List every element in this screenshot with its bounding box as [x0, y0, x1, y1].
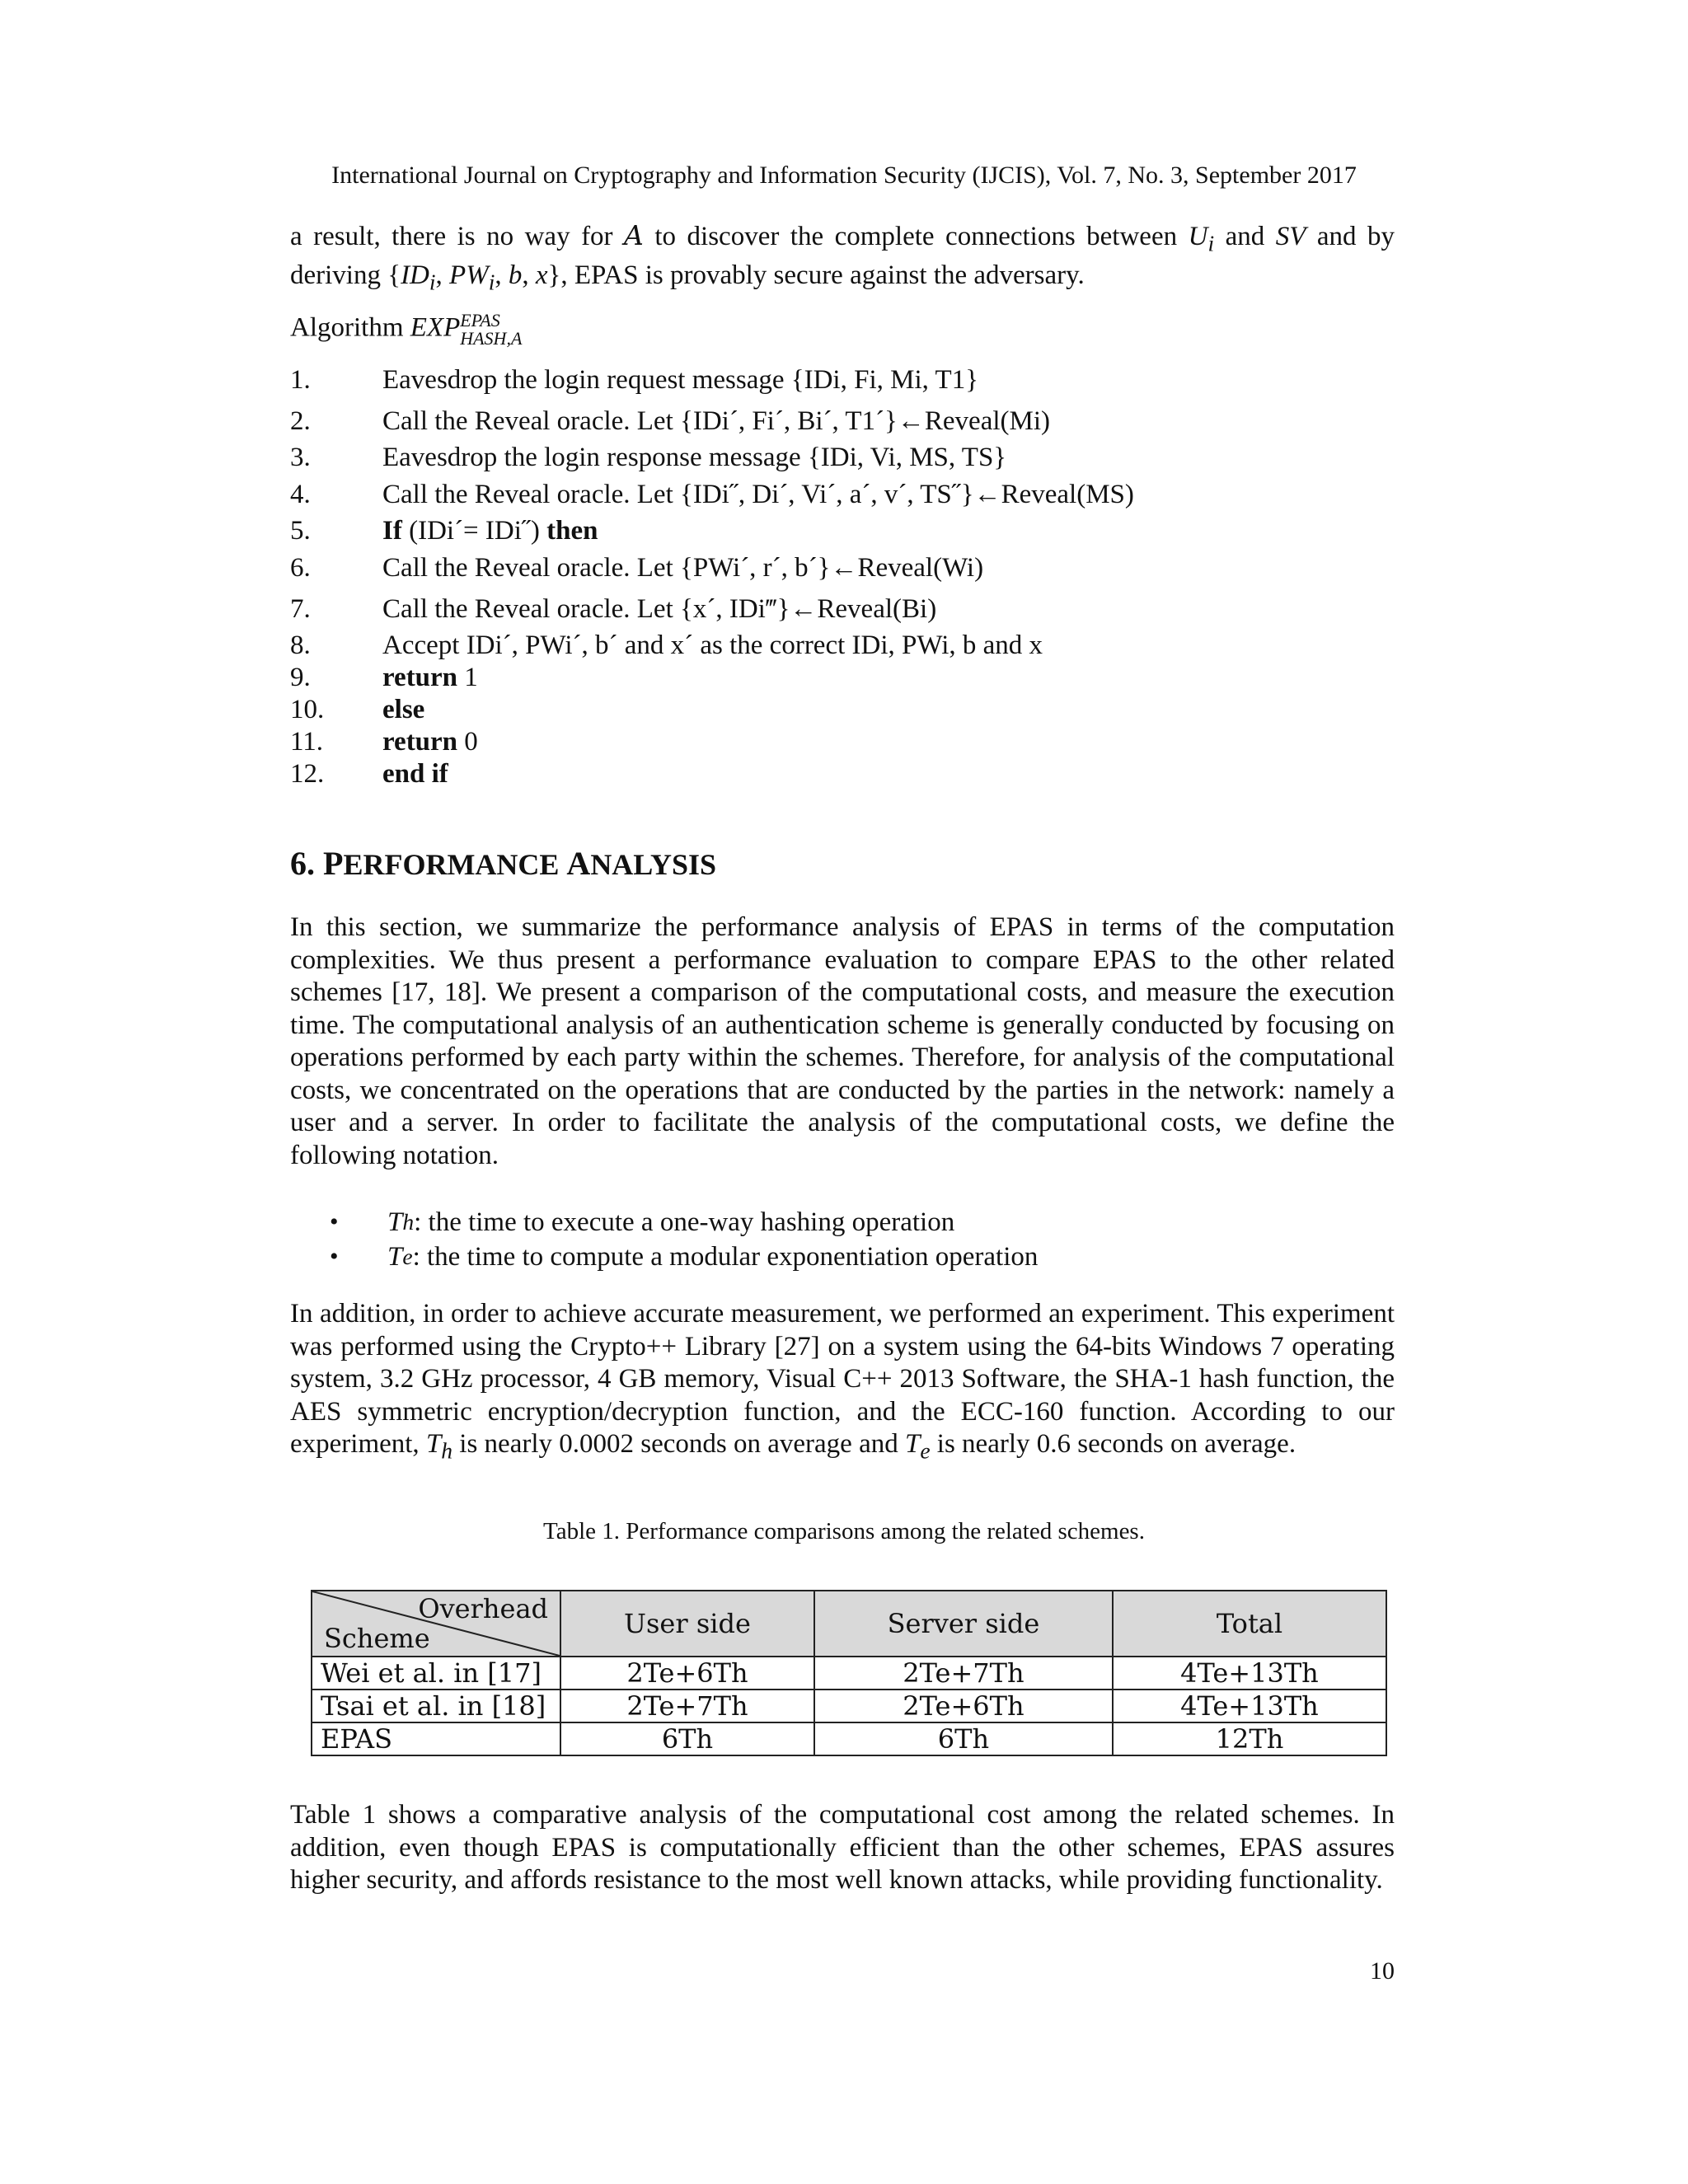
section-heading	[290, 844, 716, 883]
notation-subscript: h	[402, 1209, 415, 1235]
intro-text-1: a result, there is no way for	[290, 222, 625, 251]
step-text: Accept IDi´, PWi´, b´ and x´ as the correct IDi, PWi, b and x	[382, 630, 1043, 660]
intro-paragraph	[290, 219, 1395, 298]
notation-symbol: T	[387, 1207, 403, 1237]
keyword-end-if: end if	[382, 759, 448, 789]
keyword-if: If	[382, 516, 402, 546]
corner-overhead-label: Overhead	[418, 1593, 548, 1624]
step-text	[382, 727, 1395, 757]
header-user-side: User side	[560, 1591, 814, 1657]
performance-paragraph: In this section, we summarize the performance analysis of EPAS in terms of the computation complexities. We thus present a performance evaluation to compare EPAS to the other related schemes [17, 18]. We present a comparison of the computational costs, and measure the execution time. The computational analysis of an authentication scheme is generally conducted by focusing on operations performed by each party within the schemes. Therefore, for analysis of the computational costs, we concentrated on the operations that are conducted by the parties in the network: namely a user and a server. In order to facilitate the analysis of the computational costs, we define the following notation.	[290, 912, 1395, 1170]
algorithm-title	[290, 312, 522, 348]
section-word1-initial: P	[323, 845, 344, 882]
section-number: 6.	[290, 845, 323, 882]
header-server-side: Server side	[814, 1591, 1113, 1657]
algorithm-exp: EXP	[410, 312, 461, 343]
keyword-return: return	[382, 727, 458, 757]
notation-item	[330, 1205, 1038, 1240]
step-number: 4.	[290, 479, 311, 509]
comma-1: ,	[435, 260, 450, 291]
algorithm-step	[290, 630, 1395, 662]
table-corner-cell	[312, 1591, 560, 1657]
step-number: 2.	[290, 405, 311, 436]
algorithm-step	[290, 401, 1395, 442]
id-symbol: ID	[401, 260, 429, 291]
step-number: 1.	[290, 364, 311, 395]
te-subscript: e	[920, 1437, 931, 1464]
id-subscript: i	[429, 269, 436, 295]
experiment-text-1: In addition, in order to achieve accurate measurement, we performed an experiment. This experiment was performed using the Crypto++ Library [27] on a system using the 64-bits Windows 7 operating system, 3.2 GHz processor, 4 GB memory, Visual C++ 2013 Software, the SHA-1 hash function, the AES symmetric encryption/decryption function, and the ECC-160 function. According to our experiment,	[290, 1299, 1395, 1459]
comma-2: ,	[495, 260, 509, 291]
performance-table	[311, 1590, 1387, 1756]
section-word2-initial: A	[566, 845, 591, 882]
intro-text-2: to discover the complete connections between	[643, 222, 1189, 251]
ui-subscript: i	[1207, 230, 1215, 256]
step-text: Eavesdrop the login request message {IDi, Fi, Mi, T1}	[382, 364, 979, 395]
te-symbol: T	[904, 1429, 921, 1459]
notation-item	[330, 1240, 1038, 1274]
step-value: 1	[457, 663, 478, 692]
bullet-icon: •	[330, 1208, 339, 1235]
x-symbol: x	[535, 260, 548, 291]
running-header: International Journal on Cryptography and Information Security (IJCIS), Vol. 7, No. 3, September 2017	[331, 162, 1357, 189]
step-number: 11.	[290, 727, 324, 757]
intro-text-4: and by deriving {	[290, 222, 1395, 291]
experiment-text-2: is nearly 0.0002 seconds on average and	[452, 1429, 905, 1459]
th-symbol: T	[425, 1429, 442, 1459]
section-word2-rest: NALYSIS	[590, 848, 717, 881]
pw-symbol: PW	[449, 260, 489, 291]
conclusion-paragraph: Table 1 shows a comparative analysis of the computational cost among the related schemes. In addition, even though EPAS is computationally efficient than the other schemes, EPAS assures higher security, and affords resistance to the most well known attacks, while providing functionality.	[290, 1800, 1395, 1895]
step-number: 3.	[290, 443, 311, 472]
cell-total: 4Te+13Th	[1113, 1690, 1386, 1722]
b-symbol: b	[508, 260, 523, 291]
step-text: Call the Reveal oracle. Let {IDi´, Fi´, Bi´, T1´}←Reveal(Mi)	[382, 405, 1050, 436]
algorithm-subscript: HASH,A	[460, 328, 523, 349]
algorithm-step	[290, 515, 1395, 547]
section-word1-rest: ERFORMANCE	[343, 848, 560, 881]
cell-user-side: 2Te+7Th	[560, 1690, 814, 1722]
step-text: Call the Reveal oracle. Let {PWi´, r´, b´}←Reveal(Wi)	[382, 552, 984, 583]
notation-description: : the time to compute a modular exponentiation operation	[412, 1241, 1039, 1272]
cell-user-side: 6Th	[560, 1722, 814, 1755]
experiment-paragraph	[290, 1298, 1395, 1467]
step-value: 0	[457, 727, 478, 757]
algorithm-step	[290, 758, 1395, 790]
keyword-then: then	[546, 516, 598, 546]
cell-server-side: 2Te+6Th	[814, 1690, 1113, 1722]
notation-list	[330, 1205, 1038, 1274]
page-number: 10	[1370, 1957, 1395, 1985]
step-number: 8.	[290, 630, 311, 660]
table-header-row	[312, 1591, 1386, 1657]
step-text	[382, 516, 1395, 546]
algorithm-step	[290, 359, 1395, 401]
intro-text-5: }, EPAS is provably secure against the adversary.	[547, 260, 1085, 291]
notation-symbol: T	[387, 1241, 403, 1272]
sv-symbol: SV	[1275, 222, 1306, 251]
algorithm-step	[290, 726, 1395, 758]
cell-scheme: Wei et al. in [17]	[312, 1657, 560, 1690]
algorithm-step	[290, 588, 1395, 630]
cell-user-side: 2Te+6Th	[560, 1657, 814, 1690]
cell-total: 4Te+13Th	[1113, 1657, 1386, 1690]
algorithm-scripts	[460, 312, 522, 348]
step-condition: (IDi´= IDi˝)	[401, 516, 547, 546]
step-number: 9.	[290, 663, 311, 692]
algorithm-label: Algorithm	[290, 312, 410, 343]
algorithm-steps	[290, 359, 1395, 790]
pw-subscript: i	[488, 269, 495, 295]
step-number: 5.	[290, 516, 311, 546]
corner-scheme-label: Scheme	[324, 1623, 430, 1654]
cell-server-side: 2Te+7Th	[814, 1657, 1113, 1690]
step-text: Call the Reveal oracle. Let {IDi˝, Di´, Vi´, a´, v´, TS˝}←Reveal(MS)	[382, 479, 1134, 509]
adversary-symbol: A	[624, 219, 644, 251]
algorithm-step	[290, 474, 1395, 515]
keyword-else: else	[382, 695, 425, 724]
comma-3: ,	[522, 260, 536, 291]
table-caption: Table 1. Performance comparisons among the related schemes.	[543, 1518, 1145, 1544]
notation-subscript: e	[402, 1244, 413, 1269]
algorithm-step	[290, 694, 1395, 726]
cell-server-side: 6Th	[814, 1722, 1113, 1755]
header-total: Total	[1113, 1591, 1386, 1657]
algorithm-step	[290, 442, 1395, 474]
cell-scheme: EPAS	[312, 1722, 560, 1755]
keyword-return: return	[382, 663, 458, 692]
cell-scheme: Tsai et al. in [18]	[312, 1690, 560, 1722]
step-number: 7.	[290, 593, 311, 624]
step-text: Call the Reveal oracle. Let {x´, IDi‴}←Reveal(Bi)	[382, 593, 937, 624]
bullet-icon: •	[330, 1243, 339, 1270]
notation-description: : the time to execute a one-way hashing operation	[414, 1207, 955, 1237]
step-number: 12.	[290, 759, 325, 789]
step-text: Eavesdrop the login response message {IDi, Vi, MS, TS}	[382, 443, 1007, 472]
table-row	[312, 1722, 1386, 1755]
experiment-text-3: is nearly 0.6 seconds on average.	[930, 1429, 1296, 1459]
step-number: 10.	[290, 695, 325, 724]
ui-symbol: U	[1188, 222, 1208, 251]
table-row	[312, 1690, 1386, 1722]
cell-total: 12Th	[1113, 1722, 1386, 1755]
algorithm-step	[290, 662, 1395, 694]
table-row	[312, 1657, 1386, 1690]
intro-text-3: and	[1214, 222, 1276, 251]
th-subscript: h	[441, 1437, 453, 1464]
step-number: 6.	[290, 552, 311, 583]
algorithm-step	[290, 547, 1395, 588]
step-text	[382, 663, 1395, 693]
algorithm-superscript: EPAS	[460, 310, 500, 330]
